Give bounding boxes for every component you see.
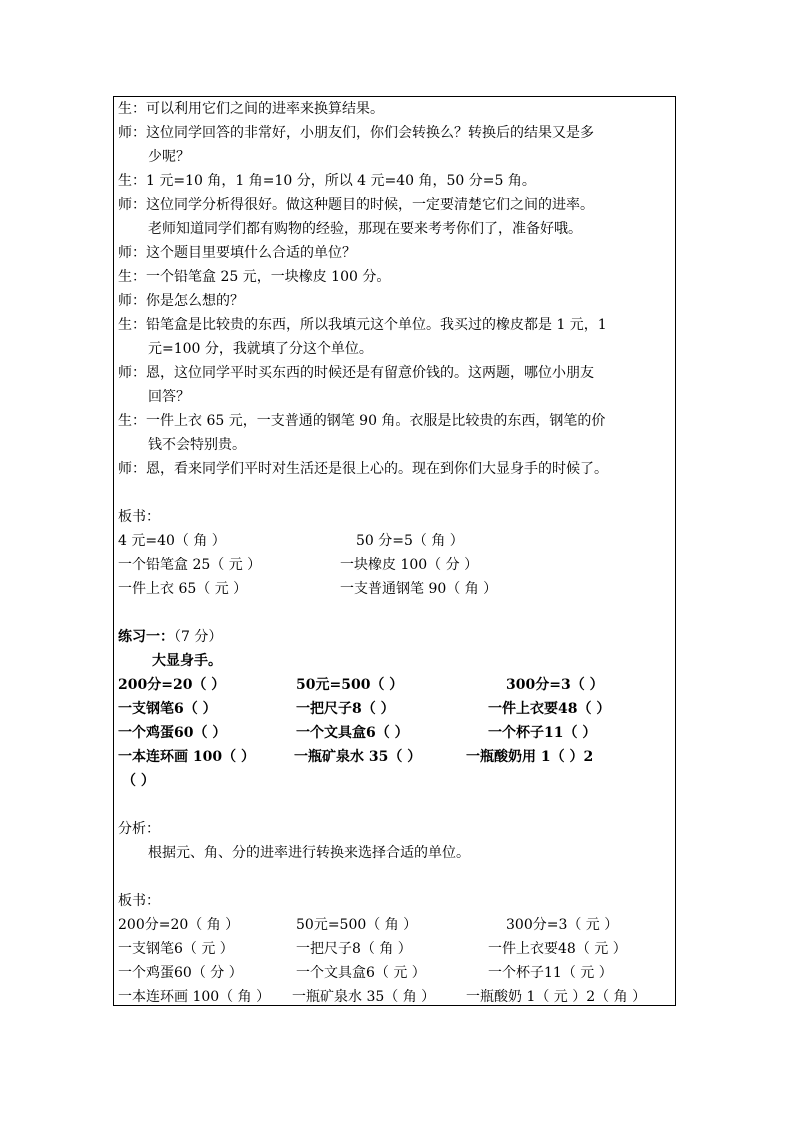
board-item: 一个铅笔盒 25（ 元 ） (118, 557, 262, 573)
dialogue-line: 少呢？ (148, 149, 190, 165)
board-item: 一支普通钢笔 90（ 角 ） (340, 581, 498, 597)
exercise-item: 一个杯子11（ ） (488, 725, 597, 741)
exercise-subtitle: 大显身手。 (152, 653, 222, 669)
analysis-label: 分析： (118, 821, 160, 837)
board-item: 一本连环画 100（ 角 ） (118, 989, 271, 1005)
board-label: 板书： (118, 509, 160, 525)
analysis-text: 根据元、角、分的进率进行转换来选择合适的单位。 (148, 845, 470, 861)
dialogue-line: 老师知道同学们都有购物的经验，那现在要来考考你们了，准备好哦。 (148, 221, 582, 237)
board-item: 一瓶酸奶 1（ 元 ）2（ 角 ） (466, 989, 647, 1005)
exercise-item: 一瓶矿泉水 35（ ） (294, 749, 422, 765)
dialogue-line: 师：这位同学回答的非常好，小朋友们，你们会转换么？转换后的结果又是多 (118, 125, 594, 141)
exercise-item: 一支钢笔6（ ） (118, 701, 217, 717)
board-item: 300分=3（ 元 ） (506, 917, 619, 933)
board-item: 一件上衣 65（ 元 ） (118, 581, 248, 597)
dialogue-line: 师：恩，看来同学们平时对生活还是很上心的。现在到你们大显身手的时候了。 (118, 461, 608, 477)
dialogue-line: 回答？ (148, 389, 190, 405)
dialogue-line: 生：铅笔盒是比较贵的东西，所以我填元这个单位。我买过的橡皮都是 1 元，1 (118, 317, 607, 333)
dialogue-line: 生：一个铅笔盒 25 元，一块橡皮 100 分。 (118, 269, 391, 285)
board-item: 50元=500（ 角 ） (296, 917, 418, 933)
dialogue-line: 师：你是怎么想的？ (118, 293, 244, 309)
board-item: 一把尺子8（ 角 ） (296, 941, 412, 957)
dialogue-line: 生：一件上衣 65 元，一支普通的钢笔 90 角。衣服是比较贵的东西，钢笔的价 (118, 413, 606, 429)
board-item: 一个杯子11（ 元 ） (488, 965, 613, 981)
dialogue-line: 师：这位同学分析得很好。做这种题目的时候，一定要清楚它们之间的进率。 (118, 197, 594, 213)
exercise-item: 一件上衣要48（ ） (488, 701, 611, 717)
exercise-item: 一个文具盒6（ ） (296, 725, 409, 741)
dialogue-line: 生：可以利用它们之间的进率来换算结果。 (118, 101, 384, 117)
board-item: 4 元=40（ 角 ） (118, 533, 226, 549)
board-item: 一瓶矿泉水 35（ 角 ） (292, 989, 436, 1005)
exercise-item: 一把尺子8（ ） (296, 701, 395, 717)
board-label: 板书： (118, 893, 160, 909)
exercise-title: 练习一： (118, 629, 174, 645)
dialogue-line: 生：1 元=10 角，1 角=10 分，所以 4 元=40 角，50 分=5 角。 (118, 173, 536, 189)
exercise-item: 一瓶酸奶用 1（ ）2 (466, 749, 594, 765)
board-item: 200分=20（ 角 ） (118, 917, 240, 933)
exercise-item-wrap: （ ） (122, 773, 155, 789)
board-item: 50 分=5（ 角 ） (356, 533, 464, 549)
exercise-item: 200分=20（ ） (118, 677, 226, 693)
board-item: 一个鸡蛋60（ 分 ） (118, 965, 243, 981)
dialogue-line: 师：这个题目里要填什么合适的单位？ (118, 245, 356, 261)
dialogue-line: 师：恩，这位同学平时买东西的时候还是有留意价钱的。这两题，哪位小朋友 (118, 365, 594, 381)
exercise-item: 一本连环画 100（ ） (118, 749, 255, 765)
dialogue-line: 元=100 分，我就填了分这个单位。 (148, 341, 373, 357)
exercise-item: 50元=500（ ） (296, 677, 404, 693)
board-item: 一个文具盒6（ 元 ） (296, 965, 426, 981)
board-item: 一块橡皮 100（ 分 ） (340, 557, 479, 573)
board-item: 一件上衣要48（ 元 ） (488, 941, 627, 957)
exercise-heading (118, 628, 222, 646)
board-item: 一支钢笔6（ 元 ） (118, 941, 234, 957)
exercise-item: 一个鸡蛋60（ ） (118, 725, 227, 741)
exercise-item: 300分=3（ ） (506, 677, 604, 693)
dialogue-line: 钱不会特别贵。 (148, 437, 246, 453)
exercise-score: （7 分） (174, 629, 223, 645)
